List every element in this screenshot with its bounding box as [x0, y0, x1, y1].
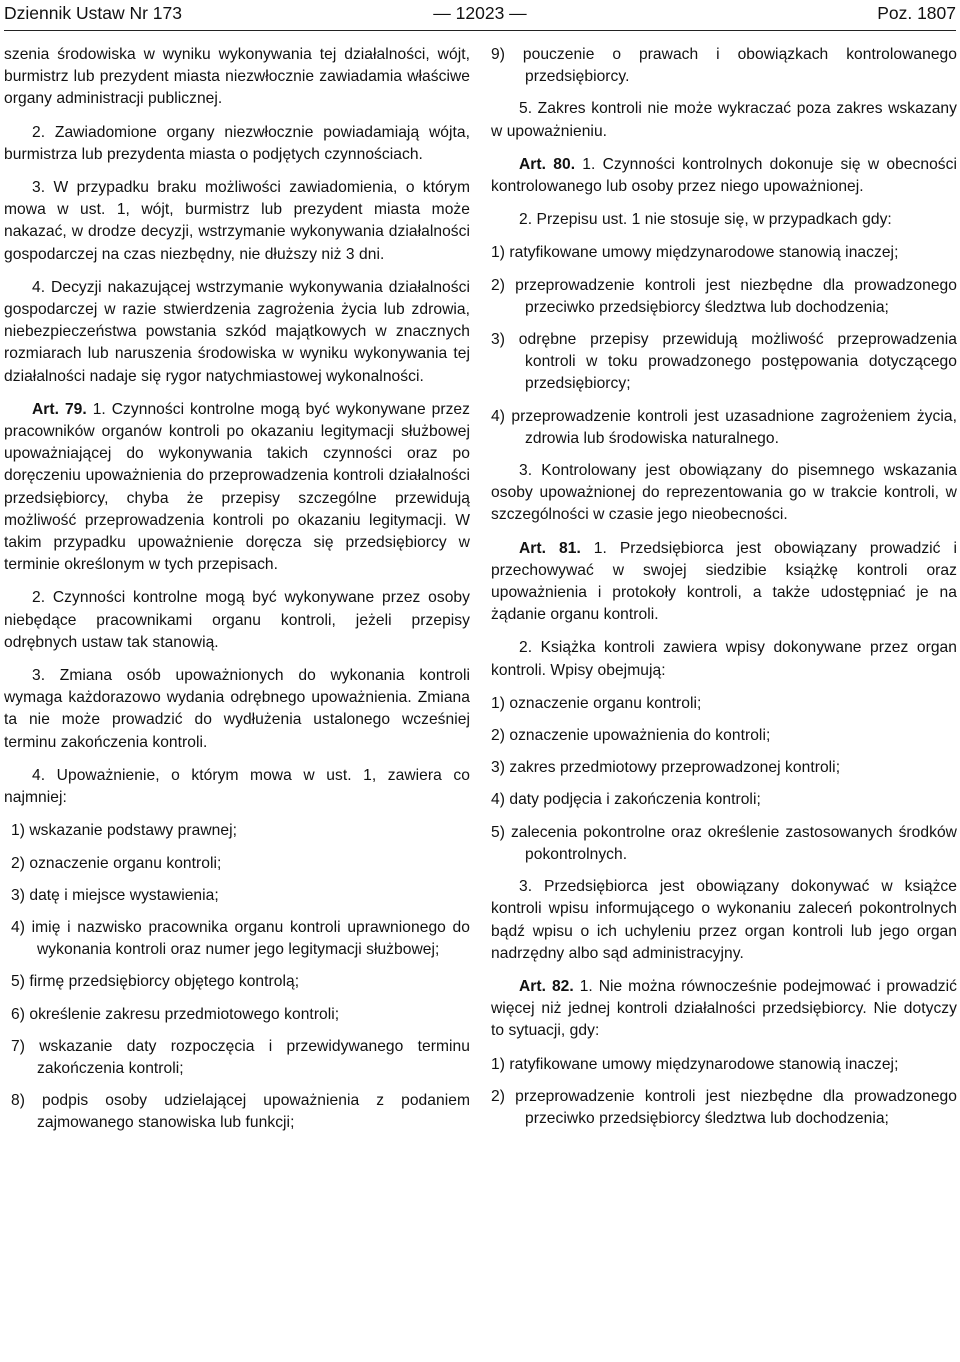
list-item: 7) wskazanie daty rozpoczęcia i przewidywanego terminu zakończenia kontroli;: [11, 1037, 470, 1077]
article-label: Art. 80.: [519, 155, 576, 173]
list-item: 1) ratyfikowane umowy międzynarodowe stanowią inaczej;: [491, 1055, 899, 1073]
paragraph: 2. Zawiadomione organy niezwłocznie powiadamiają wójta, burmistrza lub prezydenta miasta o podjętych czynnościach.: [4, 123, 470, 163]
article-label: Art. 82.: [519, 977, 574, 995]
list-item: 4) daty podjęcia i zakończenia kontroli;: [491, 791, 761, 809]
list-item: 4) imię i nazwisko pracownika organu kontroli uprawnionego do wykonania kontroli oraz numer jego legitymacji służbowej;: [11, 918, 470, 959]
article-text: 1. Czynności kontrolnych dokonuje się w obecności kontrolowanego lub osoby przez niego upoważnionej.: [491, 155, 958, 196]
article-80-paragraph: [491, 154, 957, 198]
left-column: [4, 44, 470, 1145]
page-header: [4, 0, 956, 31]
list-item: 5) firmę przedsiębiorcy objętego kontrolą;: [11, 973, 300, 991]
list-item: 8) podpis osoby udzielającej upoważnienia z podaniem zajmowanego stanowiska lub funkcji;: [11, 1092, 470, 1132]
paragraph: 3. Przedsiębiorca jest obowiązany dokonywać w książce kontroli wpisu informującego o wykonaniu zaleceń pokontrolnych bądź wpisu o ich uchyleniu przez organ kontroli lub jego organ nadrzędny albo sąd administracyjny.: [491, 878, 957, 962]
article-81-paragraph: [491, 538, 957, 627]
article-text: 1. Nie można równocześnie podejmować i prowadzić więcej niż jednej kontroli działalności przedsiębiorcy. Nie dotyczy to sytuacji, gdy:: [491, 977, 958, 1040]
list-item: 2) przeprowadzenie kontroli jest niezbędne dla prowadzonego przeciwko przedsiębiorcy śledztwa lub dochodzenia;: [491, 1087, 957, 1127]
list-item: 9) pouczenie o prawach i obowiązkach kontrolowanego przedsiębiorcy.: [491, 46, 957, 86]
list-item: 1) ratyfikowane umowy międzynarodowe stanowią inaczej;: [491, 244, 899, 262]
list-item: 2) przeprowadzenie kontroli jest niezbędne dla prowadzonego przeciwko przedsiębiorcy śledztwa lub dochodzenia;: [491, 276, 957, 316]
paragraph: 3. Kontrolowany jest obowiązany do pisemnego wskazania osoby upoważnionej do reprezentowania go w trakcie kontroli, w szczególności w czasie jego nieobecności.: [491, 462, 957, 524]
list-item: 3) datę i miejsce wystawienia;: [11, 886, 219, 904]
list-item: 2) oznaczenie upoważnienia do kontroli;: [491, 727, 771, 745]
paragraph: szenia środowiska w wyniku wykonywania tej działalności, wójt, burmistrz lub prezydent miasta niezwłocznie zawiadamia właściwe organy administracji publicznej.: [4, 46, 470, 108]
paragraph: 5. Zakres kontroli nie może wykraczać poza zakres wskazany w upoważnieniu.: [491, 100, 957, 140]
paragraph: 3. W przypadku braku możliwości zawiadomienia, o którym mowa w ust. 1, wójt, burmistrz lub prezydent miasta może nakazać, w drodze decyzji, wstrzymanie wykonywania działalności gospodarczej na czas niezbędny, nie dłuższy niż 3 dni.: [4, 179, 470, 263]
article-text: 1. Przedsiębiorca jest obowiązany prowadzić i przechowywać w swojej siedzibie książkę kontroli oraz upoważnienia i protokoły kontroli, a także udostępniać je na żądanie organu kontroli.: [491, 539, 957, 624]
list-item: 2) oznaczenie organu kontroli;: [11, 854, 222, 872]
paragraph: 2. Książka kontroli zawiera wpisy dokonywane przez organ kontroli. Wpisy obejmują:: [491, 639, 957, 679]
list-item: 1) oznaczenie organu kontroli;: [491, 694, 702, 712]
list-item: 4) przeprowadzenie kontroli jest uzasadnione zagrożeniem życia, zdrowia lub środowiska naturalnego.: [491, 407, 957, 447]
article-82-paragraph: [491, 976, 957, 1043]
list-item: 6) określenie zakresu przedmiotowego kontroli;: [11, 1005, 340, 1023]
paragraph: 2. Przepisu ust. 1 nie stosuje się, w przypadkach gdy:: [519, 211, 892, 229]
article-label: Art. 81.: [519, 539, 581, 557]
paragraph: 4. Decyzji nakazującej wstrzymanie wykonywania działalności gospodarczej w razie stwierdzenia zagrożenia życia lub zdrowia, niebezpieczeństwa powstania szkód majątkowych w znacznych rozmiarach lub naruszenia środowiska w wyniku wykonywania tej działalności nadaje się rygor natychmiastowej wykonalności.: [4, 278, 470, 385]
page-number: — 12023 —: [433, 3, 527, 23]
list-item: 3) zakres przedmiotowy przeprowadzonej kontroli;: [491, 759, 841, 777]
list-item: 1) wskazanie podstawy prawnej;: [11, 822, 237, 840]
list-item: 3) odrębne przepisy przewidują możliwość przeprowadzenia kontroli w toku prowadzonego postępowania dotyczącego przedsiębiorcy;: [491, 331, 957, 393]
paragraph: 3. Zmiana osób upoważnionych do wykonania kontroli wymaga każdorazowo wydania odrębnego upoważnienia. Zmiana ta nie może prowadzić do wydłużenia ustalonego wcześniej terminu zakończenia kontroli.: [4, 667, 470, 751]
article-text: 1. Czynności kontrolne mogą być wykonywane przez pracowników organów kontroli po okazaniu legitymacji służbowej upoważniającej do wykonywania takich czynności oraz po doręczeniu upoważnienia do przeprowadzenia kontroli działalności przedsiębiorcy, chyba że przepisy szczególne przewidują możliwość przeprowadzenia kontroli po okazaniu legitymacji. W takim przypadku upoważnienie doręcza się przedsiębiorcy w terminie określonym w tych przepisach.: [4, 400, 471, 574]
right-column: [491, 44, 957, 1140]
journal-title: Dziennik Ustaw Nr 173: [4, 3, 182, 23]
paragraph: 2. Czynności kontrolne mogą być wykonywane przez osoby niebędące pracownikami organu kontroli, jeżeli przepisy odrębnych ustaw tak stanowią.: [4, 589, 470, 651]
paragraph: 4. Upoważnienie, o którym mowa w ust. 1, zawiera co najmniej:: [4, 766, 470, 807]
list-item: 5) zalecenia pokontrolne oraz określenie zastosowanych środków pokontrolnych.: [491, 823, 957, 863]
article-79-paragraph: [4, 399, 470, 577]
article-label: Art. 79.: [32, 400, 87, 418]
position-number: Poz. 1807: [877, 3, 956, 23]
